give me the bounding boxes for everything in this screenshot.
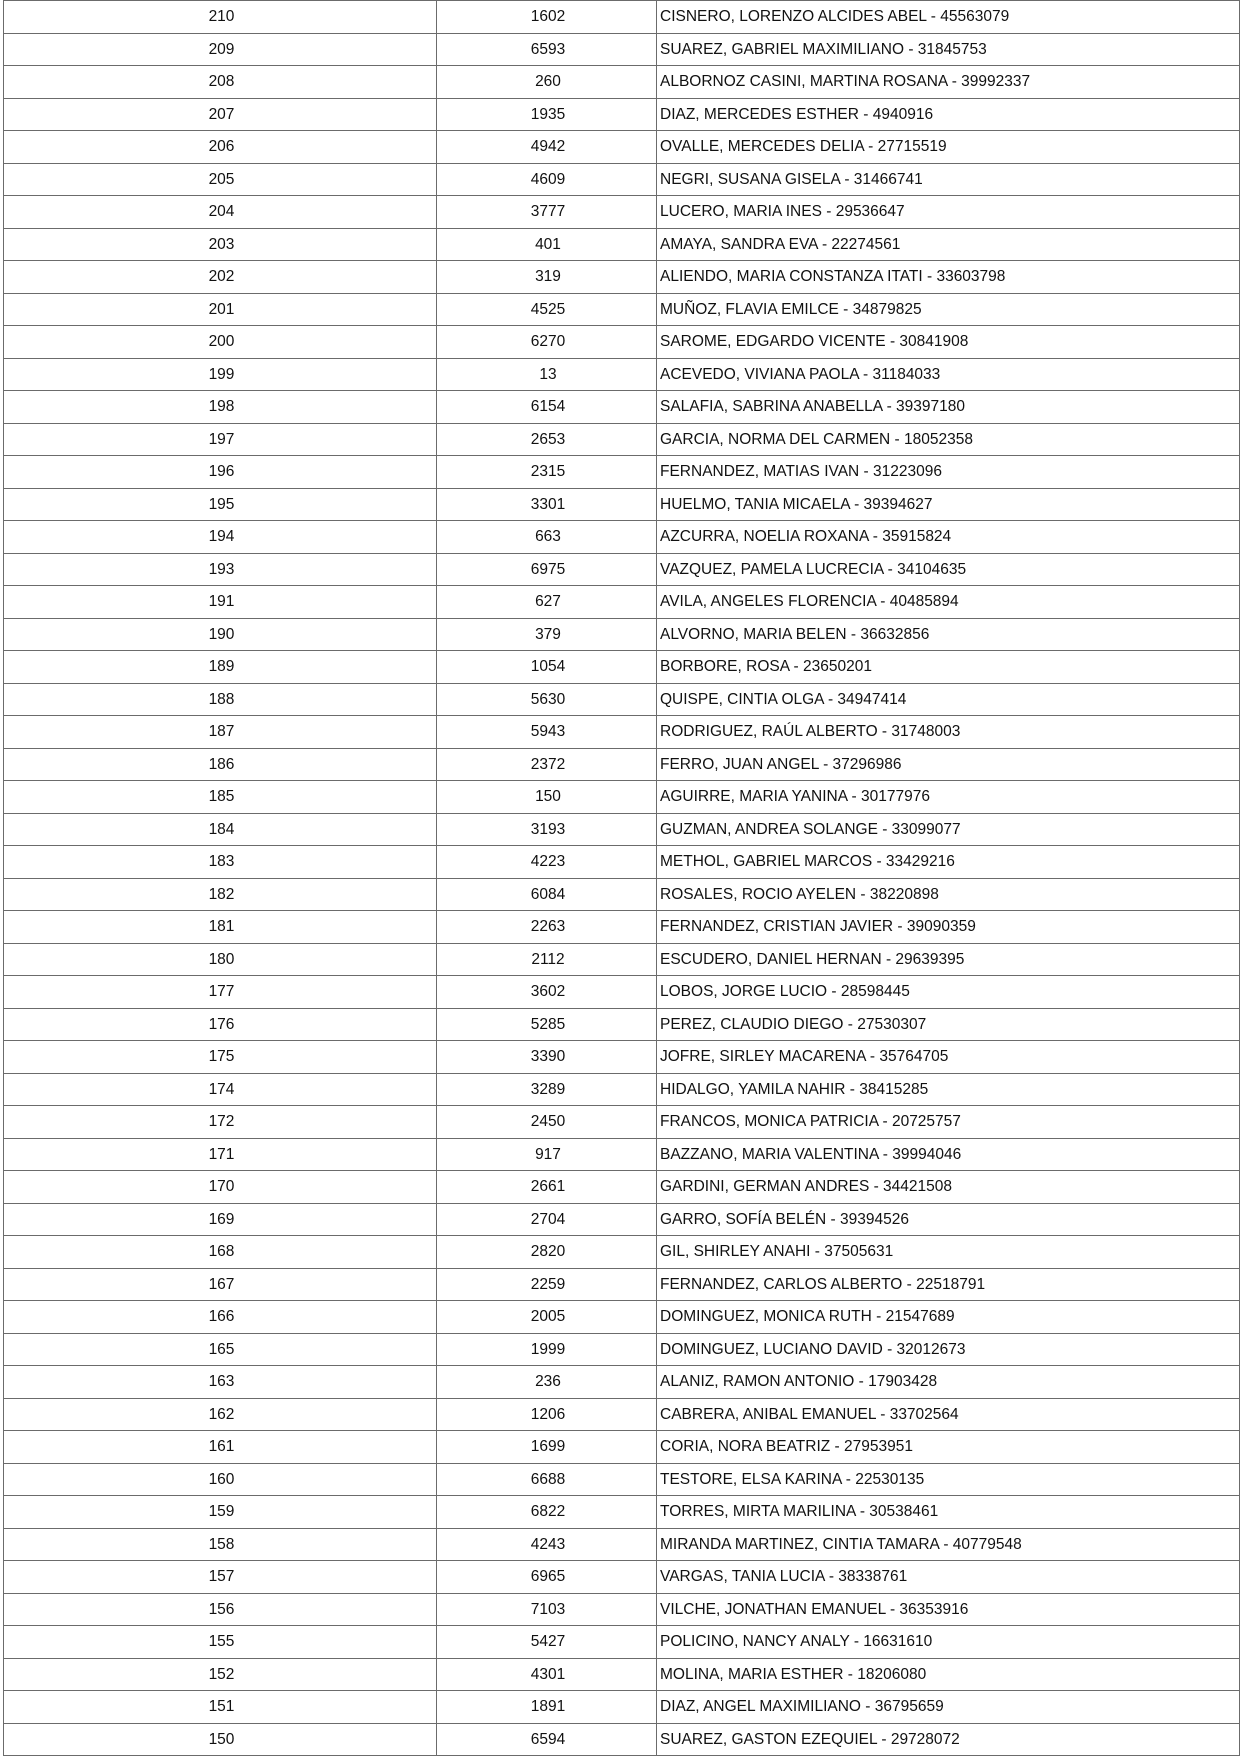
code-cell: 1891 <box>437 1691 657 1724</box>
table-row <box>4 748 1240 781</box>
order-number-cell: 163 <box>4 1366 437 1399</box>
order-number-cell: 184 <box>4 813 437 846</box>
table-row <box>4 1431 1240 1464</box>
code-cell: 2653 <box>437 423 657 456</box>
order-number-cell: 181 <box>4 911 437 944</box>
code-cell: 2820 <box>437 1236 657 1269</box>
table-row <box>4 131 1240 164</box>
table-row <box>4 423 1240 456</box>
table-row <box>4 1268 1240 1301</box>
code-cell: 5285 <box>437 1008 657 1041</box>
code-cell: 401 <box>437 228 657 261</box>
order-number-cell: 207 <box>4 98 437 131</box>
code-cell: 6688 <box>437 1463 657 1496</box>
table-row <box>4 293 1240 326</box>
roster-table <box>3 0 1240 1756</box>
order-number-cell: 175 <box>4 1041 437 1074</box>
code-cell: 6154 <box>437 391 657 424</box>
code-cell: 6270 <box>437 326 657 359</box>
name-dni-cell: RODRIGUEZ, RAÚL ALBERTO - 31748003 <box>657 716 1240 749</box>
table-row <box>4 943 1240 976</box>
order-number-cell: 159 <box>4 1496 437 1529</box>
table-row <box>4 1561 1240 1594</box>
order-number-cell: 183 <box>4 846 437 879</box>
table-row <box>4 1398 1240 1431</box>
order-number-cell: 180 <box>4 943 437 976</box>
name-dni-cell: GIL, SHIRLEY ANAHI - 37505631 <box>657 1236 1240 1269</box>
table-row <box>4 878 1240 911</box>
name-dni-cell: METHOL, GABRIEL MARCOS - 33429216 <box>657 846 1240 879</box>
order-number-cell: 157 <box>4 1561 437 1594</box>
code-cell: 2259 <box>437 1268 657 1301</box>
table-row <box>4 1 1240 34</box>
code-cell: 6975 <box>437 553 657 586</box>
table-row <box>4 1723 1240 1756</box>
name-dni-cell: LUCERO, MARIA INES - 29536647 <box>657 196 1240 229</box>
order-number-cell: 152 <box>4 1658 437 1691</box>
code-cell: 6822 <box>437 1496 657 1529</box>
code-cell: 13 <box>437 358 657 391</box>
table-row <box>4 1658 1240 1691</box>
roster-page <box>3 0 1241 1756</box>
table-row <box>4 716 1240 749</box>
order-number-cell: 186 <box>4 748 437 781</box>
name-dni-cell: GUZMAN, ANDREA SOLANGE - 33099077 <box>657 813 1240 846</box>
order-number-cell: 167 <box>4 1268 437 1301</box>
table-row <box>4 1008 1240 1041</box>
code-cell: 319 <box>437 261 657 294</box>
name-dni-cell: BAZZANO, MARIA VALENTINA - 39994046 <box>657 1138 1240 1171</box>
table-row <box>4 1301 1240 1334</box>
name-dni-cell: DIAZ, MERCEDES ESTHER - 4940916 <box>657 98 1240 131</box>
table-row <box>4 1496 1240 1529</box>
code-cell: 5943 <box>437 716 657 749</box>
name-dni-cell: SUAREZ, GABRIEL MAXIMILIANO - 31845753 <box>657 33 1240 66</box>
name-dni-cell: LOBOS, JORGE LUCIO - 28598445 <box>657 976 1240 1009</box>
code-cell: 3390 <box>437 1041 657 1074</box>
table-row <box>4 1236 1240 1269</box>
name-dni-cell: ACEVEDO, VIVIANA PAOLA - 31184033 <box>657 358 1240 391</box>
table-row <box>4 1073 1240 1106</box>
table-row <box>4 553 1240 586</box>
table-row <box>4 358 1240 391</box>
name-dni-cell: DOMINGUEZ, MONICA RUTH - 21547689 <box>657 1301 1240 1334</box>
code-cell: 1206 <box>437 1398 657 1431</box>
code-cell: 5630 <box>437 683 657 716</box>
order-number-cell: 170 <box>4 1171 437 1204</box>
order-number-cell: 158 <box>4 1528 437 1561</box>
table-row <box>4 163 1240 196</box>
table-row <box>4 488 1240 521</box>
name-dni-cell: AGUIRRE, MARIA YANINA - 30177976 <box>657 781 1240 814</box>
name-dni-cell: ALVORNO, MARIA BELEN - 36632856 <box>657 618 1240 651</box>
code-cell: 917 <box>437 1138 657 1171</box>
order-number-cell: 161 <box>4 1431 437 1464</box>
code-cell: 1999 <box>437 1333 657 1366</box>
table-row <box>4 1333 1240 1366</box>
order-number-cell: 196 <box>4 456 437 489</box>
order-number-cell: 193 <box>4 553 437 586</box>
name-dni-cell: HIDALGO, YAMILA NAHIR - 38415285 <box>657 1073 1240 1106</box>
name-dni-cell: CISNERO, LORENZO ALCIDES ABEL - 45563079 <box>657 1 1240 34</box>
order-number-cell: 155 <box>4 1626 437 1659</box>
code-cell: 3777 <box>437 196 657 229</box>
roster-table-body <box>4 1 1240 1756</box>
table-row <box>4 911 1240 944</box>
order-number-cell: 206 <box>4 131 437 164</box>
name-dni-cell: OVALLE, MERCEDES DELIA - 27715519 <box>657 131 1240 164</box>
table-row <box>4 456 1240 489</box>
name-dni-cell: TORRES, MIRTA MARILINA - 30538461 <box>657 1496 1240 1529</box>
order-number-cell: 210 <box>4 1 437 34</box>
table-row <box>4 846 1240 879</box>
name-dni-cell: TESTORE, ELSA KARINA - 22530135 <box>657 1463 1240 1496</box>
name-dni-cell: ALBORNOZ CASINI, MARTINA ROSANA - 39992337 <box>657 66 1240 99</box>
order-number-cell: 172 <box>4 1106 437 1139</box>
code-cell: 6593 <box>437 33 657 66</box>
order-number-cell: 182 <box>4 878 437 911</box>
table-row <box>4 261 1240 294</box>
code-cell: 1935 <box>437 98 657 131</box>
code-cell: 4243 <box>437 1528 657 1561</box>
order-number-cell: 194 <box>4 521 437 554</box>
order-number-cell: 203 <box>4 228 437 261</box>
table-row <box>4 1041 1240 1074</box>
order-number-cell: 209 <box>4 33 437 66</box>
table-row <box>4 1171 1240 1204</box>
name-dni-cell: MIRANDA MARTINEZ, CINTIA TAMARA - 40779548 <box>657 1528 1240 1561</box>
name-dni-cell: GARDINI, GERMAN ANDRES - 34421508 <box>657 1171 1240 1204</box>
table-row <box>4 1138 1240 1171</box>
name-dni-cell: PEREZ, CLAUDIO DIEGO - 27530307 <box>657 1008 1240 1041</box>
name-dni-cell: CABRERA, ANIBAL EMANUEL - 33702564 <box>657 1398 1240 1431</box>
order-number-cell: 176 <box>4 1008 437 1041</box>
name-dni-cell: POLICINO, NANCY ANALY - 16631610 <box>657 1626 1240 1659</box>
order-number-cell: 162 <box>4 1398 437 1431</box>
order-number-cell: 174 <box>4 1073 437 1106</box>
order-number-cell: 151 <box>4 1691 437 1724</box>
code-cell: 1054 <box>437 651 657 684</box>
code-cell: 260 <box>437 66 657 99</box>
table-row <box>4 813 1240 846</box>
code-cell: 2704 <box>437 1203 657 1236</box>
name-dni-cell: FRANCOS, MONICA PATRICIA - 20725757 <box>657 1106 1240 1139</box>
code-cell: 2450 <box>437 1106 657 1139</box>
name-dni-cell: ESCUDERO, DANIEL HERNAN - 29639395 <box>657 943 1240 976</box>
name-dni-cell: SALAFIA, SABRINA ANABELLA - 39397180 <box>657 391 1240 424</box>
order-number-cell: 165 <box>4 1333 437 1366</box>
code-cell: 2661 <box>437 1171 657 1204</box>
name-dni-cell: GARRO, SOFÍA BELÉN - 39394526 <box>657 1203 1240 1236</box>
name-dni-cell: VARGAS, TANIA LUCIA - 38338761 <box>657 1561 1240 1594</box>
order-number-cell: 160 <box>4 1463 437 1496</box>
order-number-cell: 188 <box>4 683 437 716</box>
name-dni-cell: DOMINGUEZ, LUCIANO DAVID - 32012673 <box>657 1333 1240 1366</box>
order-number-cell: 168 <box>4 1236 437 1269</box>
order-number-cell: 156 <box>4 1593 437 1626</box>
table-row <box>4 618 1240 651</box>
name-dni-cell: VAZQUEZ, PAMELA LUCRECIA - 34104635 <box>657 553 1240 586</box>
code-cell: 1602 <box>437 1 657 34</box>
name-dni-cell: CORIA, NORA BEATRIZ - 27953951 <box>657 1431 1240 1464</box>
code-cell: 6594 <box>437 1723 657 1756</box>
name-dni-cell: FERNANDEZ, CRISTIAN JAVIER - 39090359 <box>657 911 1240 944</box>
name-dni-cell: SAROME, EDGARDO VICENTE - 30841908 <box>657 326 1240 359</box>
table-row <box>4 66 1240 99</box>
name-dni-cell: ALIENDO, MARIA CONSTANZA ITATI - 33603798 <box>657 261 1240 294</box>
name-dni-cell: ROSALES, ROCIO AYELEN - 38220898 <box>657 878 1240 911</box>
name-dni-cell: SUAREZ, GASTON EZEQUIEL - 29728072 <box>657 1723 1240 1756</box>
code-cell: 2005 <box>437 1301 657 1334</box>
code-cell: 1699 <box>437 1431 657 1464</box>
order-number-cell: 201 <box>4 293 437 326</box>
code-cell: 6965 <box>437 1561 657 1594</box>
order-number-cell: 195 <box>4 488 437 521</box>
order-number-cell: 191 <box>4 586 437 619</box>
table-row <box>4 1528 1240 1561</box>
order-number-cell: 205 <box>4 163 437 196</box>
table-row <box>4 586 1240 619</box>
table-row <box>4 1463 1240 1496</box>
order-number-cell: 185 <box>4 781 437 814</box>
table-row <box>4 228 1240 261</box>
table-row <box>4 1626 1240 1659</box>
name-dni-cell: MUÑOZ, FLAVIA EMILCE - 34879825 <box>657 293 1240 326</box>
name-dni-cell: NEGRI, SUSANA GISELA - 31466741 <box>657 163 1240 196</box>
table-row <box>4 683 1240 716</box>
code-cell: 3193 <box>437 813 657 846</box>
name-dni-cell: MOLINA, MARIA ESTHER - 18206080 <box>657 1658 1240 1691</box>
code-cell: 4942 <box>437 131 657 164</box>
order-number-cell: 199 <box>4 358 437 391</box>
code-cell: 3301 <box>437 488 657 521</box>
order-number-cell: 169 <box>4 1203 437 1236</box>
name-dni-cell: VILCHE, JONATHAN EMANUEL - 36353916 <box>657 1593 1240 1626</box>
code-cell: 6084 <box>437 878 657 911</box>
order-number-cell: 177 <box>4 976 437 1009</box>
code-cell: 2263 <box>437 911 657 944</box>
code-cell: 2315 <box>437 456 657 489</box>
name-dni-cell: AMAYA, SANDRA EVA - 22274561 <box>657 228 1240 261</box>
code-cell: 663 <box>437 521 657 554</box>
order-number-cell: 204 <box>4 196 437 229</box>
order-number-cell: 198 <box>4 391 437 424</box>
order-number-cell: 208 <box>4 66 437 99</box>
name-dni-cell: FERNANDEZ, CARLOS ALBERTO - 22518791 <box>657 1268 1240 1301</box>
table-row <box>4 391 1240 424</box>
code-cell: 379 <box>437 618 657 651</box>
table-row <box>4 651 1240 684</box>
code-cell: 4609 <box>437 163 657 196</box>
table-row <box>4 326 1240 359</box>
table-row <box>4 1593 1240 1626</box>
table-row <box>4 521 1240 554</box>
order-number-cell: 187 <box>4 716 437 749</box>
table-row <box>4 196 1240 229</box>
order-number-cell: 190 <box>4 618 437 651</box>
name-dni-cell: AVILA, ANGELES FLORENCIA - 40485894 <box>657 586 1240 619</box>
table-row <box>4 98 1240 131</box>
code-cell: 7103 <box>437 1593 657 1626</box>
order-number-cell: 189 <box>4 651 437 684</box>
name-dni-cell: FERNANDEZ, MATIAS IVAN - 31223096 <box>657 456 1240 489</box>
name-dni-cell: ALANIZ, RAMON ANTONIO - 17903428 <box>657 1366 1240 1399</box>
name-dni-cell: BORBORE, ROSA - 23650201 <box>657 651 1240 684</box>
table-row <box>4 1691 1240 1724</box>
code-cell: 2372 <box>437 748 657 781</box>
name-dni-cell: FERRO, JUAN ANGEL - 37296986 <box>657 748 1240 781</box>
code-cell: 4525 <box>437 293 657 326</box>
table-row <box>4 1366 1240 1399</box>
code-cell: 150 <box>437 781 657 814</box>
code-cell: 3602 <box>437 976 657 1009</box>
table-row <box>4 781 1240 814</box>
table-row <box>4 1106 1240 1139</box>
order-number-cell: 150 <box>4 1723 437 1756</box>
table-row <box>4 1203 1240 1236</box>
name-dni-cell: JOFRE, SIRLEY MACARENA - 35764705 <box>657 1041 1240 1074</box>
code-cell: 4301 <box>437 1658 657 1691</box>
order-number-cell: 166 <box>4 1301 437 1334</box>
name-dni-cell: HUELMO, TANIA MICAELA - 39394627 <box>657 488 1240 521</box>
code-cell: 5427 <box>437 1626 657 1659</box>
name-dni-cell: QUISPE, CINTIA OLGA - 34947414 <box>657 683 1240 716</box>
order-number-cell: 202 <box>4 261 437 294</box>
code-cell: 236 <box>437 1366 657 1399</box>
order-number-cell: 200 <box>4 326 437 359</box>
table-row <box>4 33 1240 66</box>
order-number-cell: 197 <box>4 423 437 456</box>
name-dni-cell: AZCURRA, NOELIA ROXANA - 35915824 <box>657 521 1240 554</box>
code-cell: 2112 <box>437 943 657 976</box>
code-cell: 627 <box>437 586 657 619</box>
name-dni-cell: DIAZ, ANGEL MAXIMILIANO - 36795659 <box>657 1691 1240 1724</box>
code-cell: 3289 <box>437 1073 657 1106</box>
table-row <box>4 976 1240 1009</box>
name-dni-cell: GARCIA, NORMA DEL CARMEN - 18052358 <box>657 423 1240 456</box>
order-number-cell: 171 <box>4 1138 437 1171</box>
code-cell: 4223 <box>437 846 657 879</box>
